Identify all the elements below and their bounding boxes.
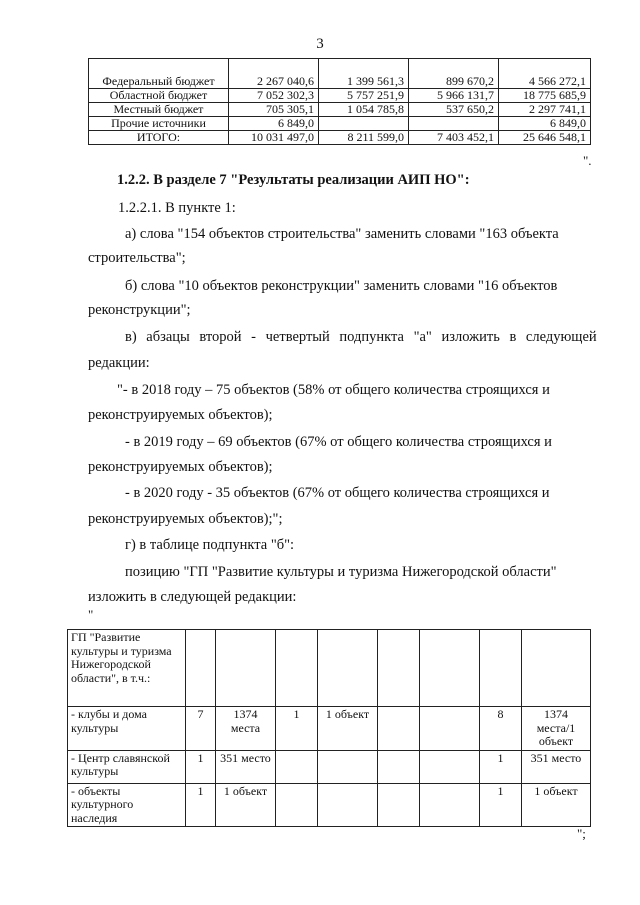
table-row xyxy=(89,103,591,117)
finance-table xyxy=(88,58,591,145)
cell xyxy=(276,783,318,827)
cell: 1 xyxy=(480,783,522,827)
table-row xyxy=(89,131,591,145)
table-row xyxy=(89,89,591,103)
section-heading: 1.2.2. В разделе 7 "Результаты реализации АИП НО": xyxy=(117,172,470,188)
cell xyxy=(318,783,378,827)
cell: 1 xyxy=(276,707,318,751)
table-row xyxy=(68,750,591,783)
cell: 4 566 272,1 xyxy=(499,59,591,89)
cell: 2 297 741,1 xyxy=(499,103,591,117)
cell xyxy=(318,750,378,783)
cell xyxy=(378,783,420,827)
cell: 1 xyxy=(186,783,216,827)
table-row xyxy=(68,707,591,751)
cell: 1 xyxy=(480,750,522,783)
year-2020-line1: - в 2020 году - 35 объектов (67% от общего количества строящихся и xyxy=(125,485,550,501)
row-label: Прочие источники xyxy=(89,117,229,131)
cell: 6 849,0 xyxy=(499,117,591,131)
cell: 7 xyxy=(186,707,216,751)
cell xyxy=(420,750,480,783)
cell: 1374 места xyxy=(216,707,276,751)
cell: 7 052 302,3 xyxy=(229,89,319,103)
cell: 1 054 785,8 xyxy=(319,103,409,117)
cell xyxy=(378,750,420,783)
cell: 18 775 685,9 xyxy=(499,89,591,103)
position-line1: позицию "ГП "Развитие культуры и туризма Нижегородской области" xyxy=(125,564,557,580)
table-row xyxy=(89,117,591,131)
year-2018-line2: реконструируемых объектов); xyxy=(88,407,273,423)
year-2020-line2: реконструируемых объектов);"; xyxy=(88,511,283,527)
table-row xyxy=(68,630,591,707)
row-label: - клубы и дома культуры xyxy=(68,707,186,751)
paragraph-v-line2: редакции: xyxy=(88,355,150,371)
paragraph-a-line2: строительства"; xyxy=(88,250,186,266)
cell: 899 670,2 xyxy=(409,59,499,89)
cell xyxy=(319,117,409,131)
row-label: ИТОГО: xyxy=(89,131,229,145)
gp-header: ГП "Развитие культуры и туризма Нижегородской области", в т.ч.: xyxy=(68,630,186,707)
cell: 351 место xyxy=(216,750,276,783)
cell: 1374 места/1 объект xyxy=(522,707,591,751)
cell: 1 399 561,3 xyxy=(319,59,409,89)
cell: 5 757 251,9 xyxy=(319,89,409,103)
cell: 8 xyxy=(480,707,522,751)
year-2019-line2: реконструируемых объектов); xyxy=(88,459,273,475)
gp-table xyxy=(67,629,591,827)
row-label: - объекты культурного наследия xyxy=(68,783,186,827)
paragraph-b-line2: реконструкции"; xyxy=(88,302,191,318)
cell: 1 объект xyxy=(216,783,276,827)
open-quote: " xyxy=(88,607,94,622)
table-row xyxy=(89,59,591,89)
cell: 10 031 497,0 xyxy=(229,131,319,145)
cell: 2 267 040,6 xyxy=(229,59,319,89)
page-number: 3 xyxy=(316,36,324,52)
cell: 7 403 452,1 xyxy=(409,131,499,145)
cell: 6 849,0 xyxy=(229,117,319,131)
year-2019-line1: - в 2019 году – 69 объектов (67% от общего количества строящихся и xyxy=(125,434,552,450)
paragraph-v-line1: в) абзацы второй - четвертый подпункта "а" изложить в следующей xyxy=(125,329,597,345)
cell xyxy=(420,783,480,827)
close-quote: "; xyxy=(577,826,586,841)
row-label: Федеральный бюджет xyxy=(89,59,229,89)
cell xyxy=(378,707,420,751)
row-label: Местный бюджет xyxy=(89,103,229,117)
cell: 351 место xyxy=(522,750,591,783)
cell xyxy=(276,750,318,783)
cell: 25 646 548,1 xyxy=(499,131,591,145)
close-quote: ". xyxy=(583,153,592,168)
cell: 1 объект xyxy=(318,707,378,751)
paragraph-g: г) в таблице подпункта "б": xyxy=(125,537,295,553)
cell: 705 305,1 xyxy=(229,103,319,117)
cell: 1 объект xyxy=(522,783,591,827)
cell xyxy=(420,707,480,751)
cell xyxy=(409,117,499,131)
year-2018-line1: "- в 2018 году – 75 объектов (58% от общего количества строящихся и xyxy=(117,382,550,398)
item-heading: 1.2.2.1. В пункте 1: xyxy=(118,200,236,216)
paragraph-a-line1: а) слова "154 объектов строительства" заменить словами "163 объекта xyxy=(125,226,559,242)
row-label: Областной бюджет xyxy=(89,89,229,103)
cell: 537 650,2 xyxy=(409,103,499,117)
cell: 8 211 599,0 xyxy=(319,131,409,145)
row-label: - Центр славянской культуры xyxy=(68,750,186,783)
cell: 1 xyxy=(186,750,216,783)
paragraph-b-line1: б) слова "10 объектов реконструкции" заменить словами "16 объектов xyxy=(125,278,558,294)
position-line2: изложить в следующей редакции: xyxy=(88,589,297,605)
table-row xyxy=(68,783,591,827)
cell: 5 966 131,7 xyxy=(409,89,499,103)
